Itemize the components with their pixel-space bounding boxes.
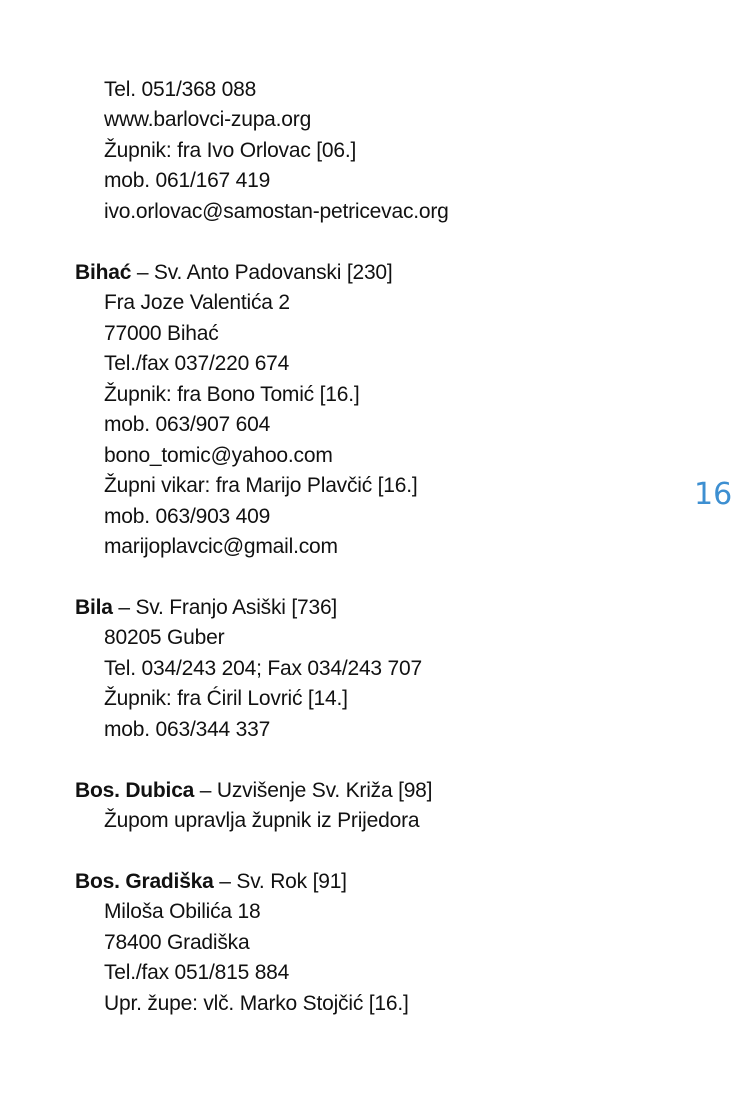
entry-line: Župnik: fra Bono Tomić [16.]	[104, 383, 360, 406]
entry-dedication: – Sv. Franjo Asiški [736]	[112, 596, 338, 619]
intro-email[interactable]: ivo.orlovac@samostan-petricevac.org	[104, 200, 449, 223]
intro-website[interactable]: www.barlovci-zupa.org	[104, 108, 312, 131]
entry-heading-bos-gradiska	[75, 867, 347, 897]
entry-email[interactable]: bono_tomic@yahoo.com	[104, 444, 333, 467]
entry-heading-bihac	[75, 258, 393, 288]
entry-dedication: – Sv. Rok [91]	[213, 870, 347, 893]
entry-name: Bihać	[75, 261, 132, 284]
entry-line: Župni vikar: fra Marijo Plavčić [16.]	[104, 474, 418, 497]
entry-line: Tel. 034/243 204; Fax 034/243 707	[104, 657, 422, 680]
entry-line: Upr. župe: vlč. Marko Stojčić [16.]	[104, 992, 409, 1015]
entry-line: Župom upravlja župnik iz Prijedora	[104, 809, 420, 832]
page-number: 16	[694, 477, 733, 512]
entry-line: 80205 Guber	[104, 626, 225, 649]
entry-line: Tel./fax 037/220 674	[104, 352, 290, 375]
entry-line: 78400 Gradiška	[104, 931, 250, 954]
entry-line: mob. 063/907 604	[104, 413, 271, 436]
entry-line: Tel./fax 051/815 884	[104, 961, 290, 984]
entry-line: mob. 063/903 409	[104, 505, 271, 528]
entry-dedication: – Sv. Anto Padovanski [230]	[131, 261, 393, 284]
entry-name: Bos. Dubica	[75, 779, 195, 802]
intro-line: Tel. 051/368 088	[104, 78, 257, 101]
entry-name: Bila	[75, 596, 113, 619]
entry-line: 77000 Bihać	[104, 322, 219, 345]
entry-heading-bos-dubica	[75, 776, 432, 806]
entry-dedication: – Uzvišenje Sv. Križa [98]	[194, 779, 433, 802]
entry-line: Župnik: fra Ćiril Lovrić [14.]	[104, 687, 348, 710]
intro-line: mob. 061/167 419	[104, 169, 271, 192]
entry-email[interactable]: marijoplavcic@gmail.com	[104, 535, 338, 558]
entry-name: Bos. Gradiška	[75, 870, 214, 893]
entry-line: Fra Joze Valentića 2	[104, 291, 290, 314]
intro-line: Župnik: fra Ivo Orlovac [06.]	[104, 139, 357, 162]
entry-line: Miloša Obilića 18	[104, 900, 261, 923]
entry-heading-bila	[75, 593, 337, 623]
entry-line: mob. 063/344 337	[104, 718, 271, 741]
